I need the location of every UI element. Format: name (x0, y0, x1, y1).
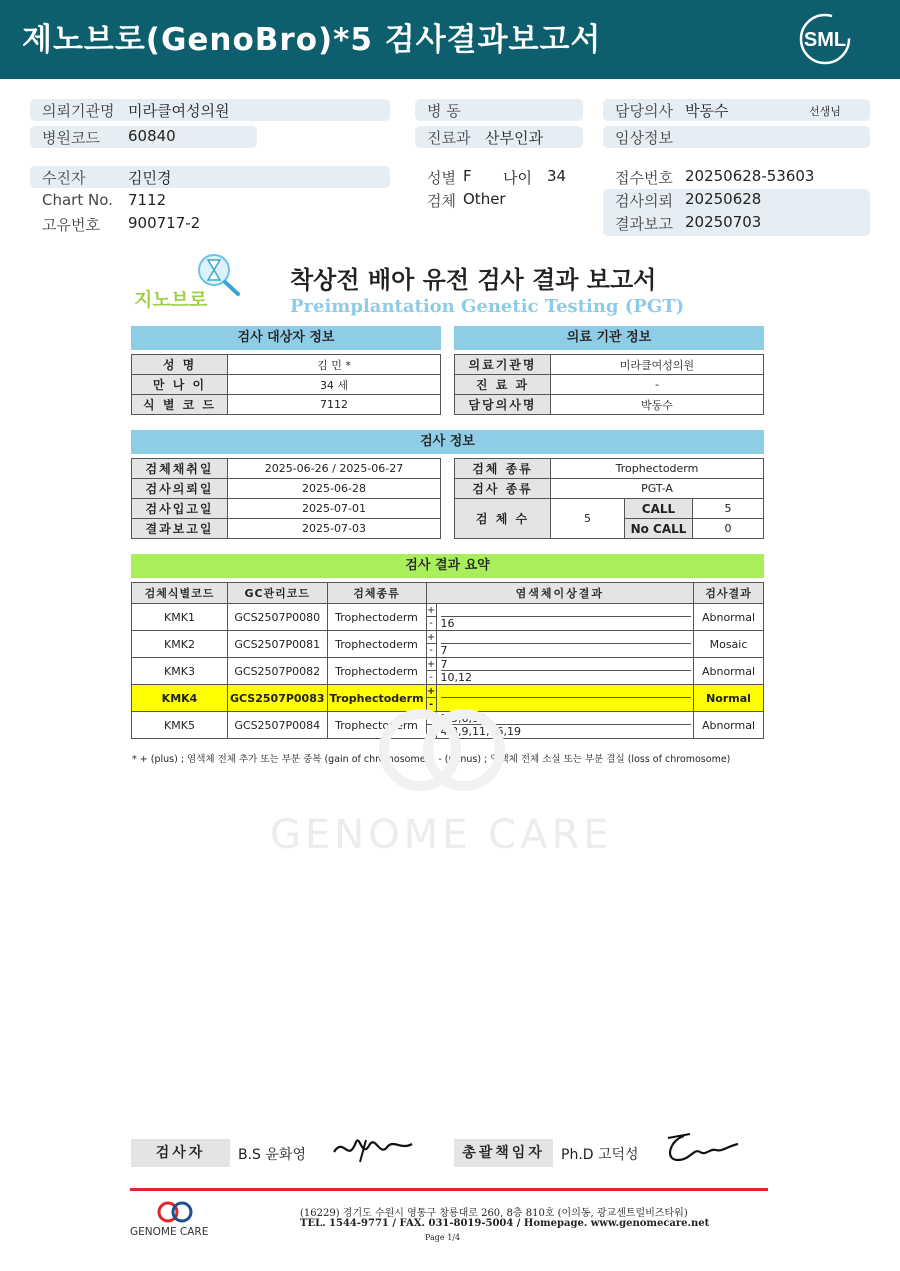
dept-field (415, 126, 583, 148)
loss-chromosomes: 7 (440, 644, 448, 657)
test-type-label: 검사 종류 (455, 479, 551, 499)
loss-chromosomes: 16 (440, 617, 455, 630)
receive-label: 검사입고일 (132, 499, 228, 519)
results-header-row (132, 583, 764, 604)
genobro-logo-icon (132, 252, 247, 312)
inst-name-row (455, 355, 764, 375)
specimen-value: Other (463, 190, 506, 208)
doctor-suffix: 선생님 (809, 105, 841, 118)
tester-signature-icon (330, 1130, 415, 1166)
minus-sign: - (429, 618, 433, 629)
result-code: KMK5 (132, 712, 228, 739)
results-header: 검사 결과 요약 (131, 554, 764, 578)
call-value: 5 (693, 499, 764, 519)
sex-age-field (415, 166, 583, 188)
loss-chromosomes: 4,8,9,11,16,19 (440, 725, 522, 738)
result-row (132, 604, 764, 631)
request-value: 20250628 (685, 190, 762, 208)
sml-logo-icon (798, 12, 852, 66)
result-row (132, 631, 764, 658)
result-type: Trophectoderm (327, 685, 426, 712)
doctor-field (603, 99, 870, 121)
test-type-row (455, 479, 764, 499)
age-value: 34 (547, 167, 567, 185)
result-code: KMK3 (132, 658, 228, 685)
result-signs (426, 658, 436, 685)
result-status: Abnormal (694, 712, 764, 739)
result-gc: GCS2507P0081 (228, 631, 328, 658)
unique-label: 고유번호 (42, 216, 100, 234)
doctor-value: 박동수 (685, 102, 729, 120)
col-abnormality-header: 염색체이상결과 (426, 583, 693, 604)
hospital-code-value: 60840 (128, 127, 176, 145)
inst-dept-value: - (551, 375, 764, 395)
age-label: 나이 (503, 169, 532, 187)
plus-sign: + (426, 605, 436, 616)
col-type-header: 검체종류 (327, 583, 426, 604)
receipt-field (603, 166, 870, 188)
inst-name-label: 의료기관명 (455, 355, 551, 375)
inst-doctor-row (455, 395, 764, 415)
plus-sign: + (426, 632, 436, 643)
result-gc: GCS2507P0080 (228, 604, 328, 631)
subject-id-value: 7112 (228, 395, 441, 415)
inst-doctor-value: 박동수 (551, 395, 764, 415)
recipient-label: 수진자 (42, 169, 86, 187)
result-type: Trophectoderm (327, 658, 426, 685)
inst-dept-row (455, 375, 764, 395)
inst-dept-label: 진 료 과 (455, 375, 551, 395)
watermark-text: GENOME CARE (270, 812, 613, 858)
nocall-label: No CALL (625, 519, 693, 539)
footer-divider (130, 1188, 768, 1191)
sml-logo-text: SML (803, 29, 847, 51)
hospital-code-field (30, 126, 257, 148)
result-type: Trophectoderm (327, 631, 426, 658)
collect-label: 검체채취일 (132, 459, 228, 479)
minus-sign: - (429, 672, 433, 683)
result-gc: GCS2507P0083 (228, 685, 328, 712)
count-row (455, 499, 764, 519)
footer-contact: TEL. 1544-9771 / FAX. 031-8019-5004 / Homepage. www.genomecare.net (300, 1218, 710, 1229)
collect-row (132, 459, 441, 479)
gain-chromosomes: 1,5,6,14 (441, 712, 691, 725)
report-date-value: 2025-07-03 (228, 519, 441, 539)
hospital-code-label: 병원코드 (42, 129, 100, 147)
request-label: 검사의뢰 (615, 192, 673, 210)
test-specimen-table (454, 458, 764, 539)
ward-label: 병 동 (427, 102, 461, 120)
subject-info-header: 검사 대상자 정보 (131, 326, 441, 350)
result-status: Abnormal (694, 604, 764, 631)
result-signs (426, 631, 436, 658)
gain-chromosomes (441, 685, 691, 698)
recipient-field (30, 166, 390, 188)
result-type: Trophectoderm (327, 712, 426, 739)
subject-name-row (132, 355, 441, 375)
chart-value: 7112 (128, 191, 167, 209)
manager-label: 총괄책임자 (454, 1139, 553, 1167)
count-label: 검 체 수 (455, 499, 551, 539)
chart-field (30, 190, 390, 212)
request-report-field (603, 189, 870, 236)
plus-sign: + (426, 713, 436, 724)
subject-age-row (132, 375, 441, 395)
minus-sign: - (428, 699, 434, 710)
institution-value: 미라클여성의원 (128, 102, 230, 120)
call-label: CALL (625, 499, 693, 519)
plus-sign: + (426, 659, 436, 670)
manager-name: Ph.D 고덕성 (561, 1147, 639, 1163)
request-date-label: 검사의뢰일 (132, 479, 228, 499)
report-label: 결과보고 (615, 215, 673, 233)
minus-sign: - (429, 726, 433, 737)
specimen-type-row (455, 459, 764, 479)
genome-care-watermark-icon (372, 708, 512, 792)
report-title: 착상전 배아 유전 검사 결과 보고서 (290, 266, 657, 294)
result-status: Abnormal (694, 658, 764, 685)
result-gc: GCS2507P0084 (228, 712, 328, 739)
test-info-header: 검사 정보 (131, 430, 764, 454)
gain-chromosomes: 7 (441, 658, 691, 671)
specimen-field (415, 189, 583, 211)
subject-age-value: 34 세 (228, 375, 441, 395)
institution-field (30, 99, 390, 121)
test-type-value: PGT-A (551, 479, 764, 499)
result-gc: GCS2507P0082 (228, 658, 328, 685)
report-date-label: 결과보고일 (132, 519, 228, 539)
report-subtitle: Preimplantation Genetic Testing (PGT) (290, 296, 685, 317)
ward-field (415, 99, 583, 121)
result-code: KMK2 (132, 631, 228, 658)
gain-chromosomes (441, 631, 691, 644)
footer-page: Page 1/4 (425, 1233, 461, 1242)
col-gc-header: GC관리코드 (228, 583, 328, 604)
genobro-logo-text: 지노브로 (134, 289, 208, 311)
loss-chromosomes: 10,12 (440, 671, 473, 684)
subject-name-label: 성 명 (132, 355, 228, 375)
sex-value: F (463, 167, 472, 185)
dept-label: 진료과 (427, 129, 471, 147)
subject-id-row (132, 395, 441, 415)
subject-name-value: 김 민 * (228, 355, 441, 375)
minus-sign: - (429, 645, 433, 656)
report-date-row (132, 519, 441, 539)
subject-id-label: 식 별 코 드 (132, 395, 228, 415)
receipt-label: 접수번호 (615, 169, 673, 187)
sex-label: 성별 (427, 169, 456, 187)
request-date-value: 2025-06-28 (228, 479, 441, 499)
nocall-value: 0 (693, 519, 764, 539)
subject-age-label: 만 나 이 (132, 375, 228, 395)
col-code-header: 검체식별코드 (132, 583, 228, 604)
tester-label: 검사자 (131, 1139, 230, 1167)
test-dates-table (131, 458, 441, 539)
recipient-value: 김민경 (128, 169, 172, 187)
genome-care-logo-text: GENOME CARE (130, 1226, 209, 1238)
receipt-value: 20250628-53603 (685, 167, 815, 185)
request-row (132, 479, 441, 499)
dept-value: 산부인과 (485, 129, 543, 147)
manager-signature-icon (660, 1130, 740, 1168)
specimen-type-label: 검체 종류 (455, 459, 551, 479)
specimen-type-value: Trophectoderm (551, 459, 764, 479)
subject-info-table (131, 354, 441, 415)
specimen-label: 검체 (427, 192, 456, 210)
chart-label: Chart No. (42, 191, 113, 209)
result-status: Normal (694, 685, 764, 712)
count-value: 5 (551, 499, 625, 539)
result-code: KMK1 (132, 604, 228, 631)
result-signs (426, 604, 436, 631)
result-row (132, 658, 764, 685)
results-footnote: * + (plus) ; 염색체 전체 추가 또는 부분 중복 (gain of chromosome) , - (minus) ; 염색체 전체 소실 또는 부분 결실 (loss of chromosome) (132, 754, 731, 765)
result-type: Trophectoderm (327, 604, 426, 631)
receive-value: 2025-07-01 (228, 499, 441, 519)
collect-value: 2025-06-26 / 2025-06-27 (228, 459, 441, 479)
receive-row (132, 499, 441, 519)
inst-name-value: 미라클여성의원 (551, 355, 764, 375)
tester-name: B.S 윤화영 (238, 1147, 306, 1163)
institution-info-table (454, 354, 764, 415)
institution-info-header: 의료 기관 정보 (454, 326, 764, 350)
result-status: Mosaic (694, 631, 764, 658)
footer-address: (16229) 경기도 수원시 영통구 창룡대로 260, 8층 810호 (이의동, 광교센트럴비즈타워) (300, 1208, 688, 1219)
unique-field (30, 213, 390, 235)
report-header-title: 제노브로(GenoBro)*5 검사결과보고서 (22, 22, 602, 58)
col-result-header: 검사결과 (694, 583, 764, 604)
result-code: KMK4 (132, 685, 228, 712)
inst-doctor-label: 담당의사명 (455, 395, 551, 415)
institution-label: 의뢰기관명 (42, 102, 115, 120)
clinical-field (603, 126, 870, 148)
report-value: 20250703 (685, 213, 762, 231)
report-header (0, 0, 900, 79)
gain-chromosomes (441, 604, 691, 617)
plus-sign: + (426, 686, 436, 697)
result-abnormality (436, 631, 693, 658)
result-abnormality (436, 604, 693, 631)
result-abnormality (436, 658, 693, 685)
unique-value: 900717-2 (128, 214, 201, 232)
clinical-label: 임상정보 (615, 129, 673, 147)
doctor-label: 담당의사 (615, 102, 673, 120)
